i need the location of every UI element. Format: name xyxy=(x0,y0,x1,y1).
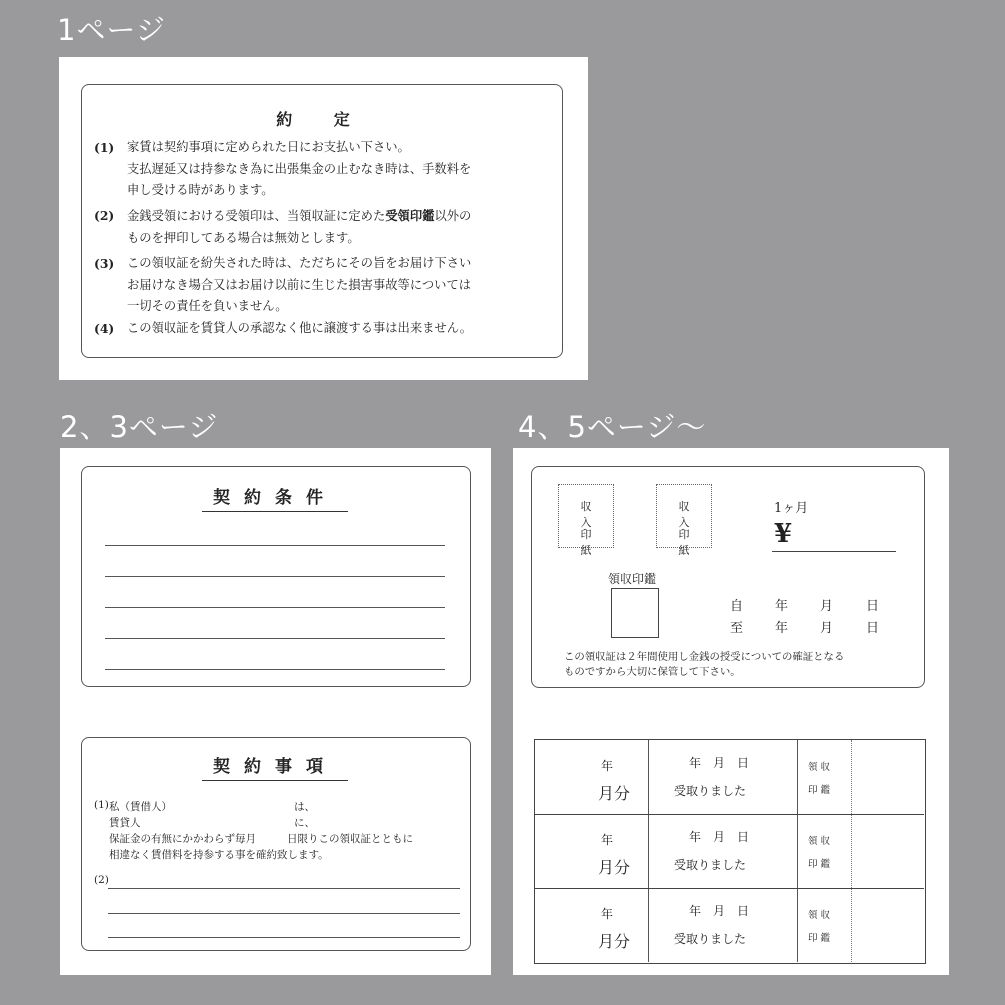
matters-title: 契約事項 xyxy=(202,752,348,781)
blank-line xyxy=(105,545,445,546)
receipt-date: 年 月 日 xyxy=(689,904,750,918)
table-row xyxy=(535,814,924,888)
notice-text: ものですから大切に保管して下さい。 xyxy=(564,666,741,678)
table-row xyxy=(535,740,924,814)
rule-number: (4) xyxy=(94,321,115,336)
receipt-header-card xyxy=(531,466,925,688)
page1-sheet xyxy=(59,57,588,380)
to-day: 日 xyxy=(866,621,880,636)
year-label: 年 xyxy=(601,759,614,773)
promise-text: 相違なく賃借料を持参する事を確約致します。 xyxy=(109,849,329,861)
blank-line xyxy=(108,888,460,889)
receipt-table xyxy=(534,739,926,964)
rule-number: (1) xyxy=(94,140,115,155)
stamp-label-bottom: 印 紙 xyxy=(678,528,698,557)
conditions-card xyxy=(81,466,471,687)
receipt-date: 年 月 日 xyxy=(689,830,750,844)
blank-line xyxy=(105,576,445,577)
blank-line xyxy=(105,638,445,639)
rule-number: (3) xyxy=(94,256,115,271)
seal-label-bottom: 印 鑑 xyxy=(808,859,831,870)
seal-label: 領収印鑑 xyxy=(608,572,657,586)
seal-emphasis: 受領印鑑 xyxy=(385,208,435,223)
page1-label: 1ページ xyxy=(57,13,166,47)
received-text: 受取りました xyxy=(674,784,747,798)
rule-text: 申し受ける時があります。 xyxy=(127,183,274,197)
seal-box xyxy=(611,588,659,638)
rule-text: 家賃は契約事項に定められた日にお支払い下さい。 xyxy=(127,140,410,154)
agreement-card xyxy=(81,84,563,358)
tenant-label: 私（賃借人） xyxy=(109,801,172,813)
stamp-label-top: 収 入 xyxy=(580,500,600,529)
to-label: 至 xyxy=(730,621,744,636)
rule-item xyxy=(94,137,550,202)
rule-text: 金銭受領における受領印は、当領収証に定めた受領印鑑以外の xyxy=(127,208,472,223)
month-portion: 月分 xyxy=(598,932,631,951)
rule-item xyxy=(94,205,550,249)
seal-label-bottom: 印 鑑 xyxy=(808,785,831,796)
receipt-date: 年 月 日 xyxy=(689,756,750,770)
received-text: 受取りました xyxy=(674,932,747,946)
year-label: 年 xyxy=(601,907,614,921)
rule-item xyxy=(94,253,550,318)
month-portion: 月分 xyxy=(598,858,631,877)
blank-line xyxy=(108,937,460,938)
rule-item xyxy=(94,318,550,340)
seal-label-top: 領 収 xyxy=(808,762,831,773)
period-label: 1ヶ月 xyxy=(774,501,809,516)
seal-label-top: 領 収 xyxy=(808,836,831,847)
rule-number: (2) xyxy=(94,208,115,223)
rule-text: この領収証を紛失された時は、ただちにその旨をお届け下さい xyxy=(127,256,472,270)
blank-line xyxy=(108,913,460,914)
seal-label-top: 領 収 xyxy=(808,910,831,921)
page23-label: 2、3ページ xyxy=(60,410,219,444)
blank-line xyxy=(105,607,445,608)
from-label: 自 xyxy=(730,599,744,614)
year-label: 年 xyxy=(601,833,614,847)
seal-label-bottom: 印 鑑 xyxy=(808,933,831,944)
revenue-stamp-box xyxy=(656,484,712,557)
rule-text: お届けなき場合又はお届け以前に生じた損害事故等については xyxy=(127,277,472,292)
agreement-title: 約 定 xyxy=(276,110,368,129)
stamp-label-bottom: 印 紙 xyxy=(580,528,600,557)
page23-sheet xyxy=(60,448,491,975)
deposit-text: 保証金の有無にかかわらず毎月 xyxy=(109,833,256,845)
from-day: 日 xyxy=(866,599,880,614)
deadline-text: 日限りこの領収証とともに xyxy=(287,833,413,845)
received-text: 受取りました xyxy=(674,858,747,872)
from-year: 年 xyxy=(775,599,789,614)
notice-text: この領収証は２年間使用し金銭の授受についての確証となる xyxy=(564,651,845,663)
to-year: 年 xyxy=(775,621,789,636)
yen-sign: ¥ xyxy=(774,519,793,549)
revenue-stamp-box xyxy=(558,484,614,557)
ni-text: に、 xyxy=(294,817,315,829)
matters-card xyxy=(81,737,471,951)
blank-line xyxy=(105,669,445,670)
rule-text: ものを押印してある場合は無効とします。 xyxy=(127,230,360,245)
rule-text: 支払遅延又は持参なき為に出張集金の止むなき時は、手数料を xyxy=(127,161,472,176)
rule-text: 一切その責任を負いません。 xyxy=(127,299,288,313)
page45-sheet xyxy=(513,448,949,975)
landlord-label: 賃貸人 xyxy=(109,817,141,829)
to-month: 月 xyxy=(820,621,834,636)
page45-label: 4、5ページ〜 xyxy=(518,410,707,444)
wa-text: は、 xyxy=(294,801,315,813)
conditions-title: 契約条件 xyxy=(202,483,348,512)
table-row xyxy=(535,888,924,962)
rule-text: この領収証を賃貸人の承認なく他に譲渡する事は出来ません。 xyxy=(127,321,473,335)
stamp-label-top: 収 入 xyxy=(678,500,698,529)
month-portion: 月分 xyxy=(598,784,631,803)
item1-number: (1) xyxy=(94,799,109,811)
from-month: 月 xyxy=(820,599,834,614)
item2-number: (2) xyxy=(94,874,109,886)
amount-line xyxy=(772,551,896,552)
